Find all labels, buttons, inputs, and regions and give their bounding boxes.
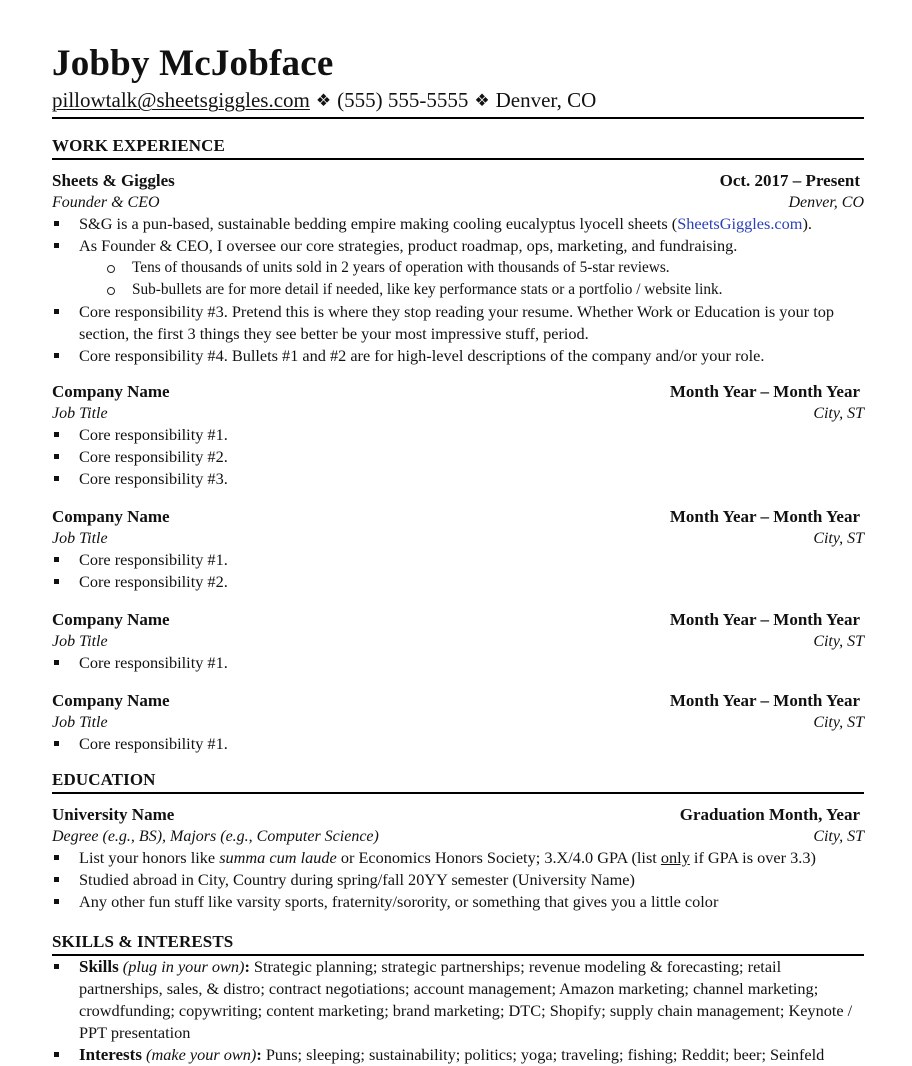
skills-item: Skills (plug in your own): Strategic planning; strategic partnerships; revenue modeling & forecasting; retail partnerships, sales, & distro; contract negotiations; account management; Amazon marketing; channel marketing; crowdfunding; copywriting; content marketing; brand marketing; DTC; Shopify; supply chain management; Keynote / PPT presentation	[52, 956, 864, 1044]
sub-bullet-list	[79, 257, 864, 301]
responsibility-item: Core responsibility #1.	[52, 652, 864, 674]
education-bullet-list	[52, 847, 864, 913]
education-bullet-item: Studied abroad in City, Country during spring/fall 20YY semester (University Name)	[52, 869, 864, 891]
responsibility-item: Core responsibility #2.	[52, 446, 864, 468]
education-bullet-item: Any other fun stuff like varsity sports, fraternity/sorority, or something that gives you a little color	[52, 891, 864, 913]
responsibility-item: Core responsibility #2.	[52, 571, 864, 593]
graduation-date: Graduation Month, Year	[679, 805, 860, 824]
work-entry	[52, 381, 864, 490]
resume-page	[52, 42, 864, 1066]
job-title: Job Title	[52, 714, 108, 731]
company-name: Company Name	[52, 507, 170, 526]
job-location: Denver, CO	[788, 194, 864, 211]
responsibility-item: S&G is a pun-based, sustainable bedding empire making cooling eucalyptus lyocell sheets (SheetsGiggles.com).	[52, 213, 864, 235]
degree: Degree (e.g., BS), Majors (e.g., Computer Science)	[52, 828, 379, 845]
candidate-name: Jobby McJobface	[52, 43, 334, 84]
education-entry	[52, 804, 864, 913]
work-entry	[52, 506, 864, 593]
job-title: Job Title	[52, 633, 108, 650]
skills-list	[52, 956, 864, 1066]
job-title: Job Title	[52, 405, 108, 422]
employment-dates: Month Year – Month Year	[669, 610, 860, 629]
job-location: City, ST	[813, 633, 864, 650]
job-location: City, ST	[813, 530, 864, 547]
university-name: University Name	[52, 805, 175, 824]
company-name: Company Name	[52, 691, 170, 710]
employment-dates: Month Year – Month Year	[669, 507, 860, 526]
section-title-education: EDUCATION	[52, 769, 864, 794]
responsibility-list	[52, 549, 864, 593]
sub-bullet-item: Tens of thousands of units sold in 2 years of operation with thousands of 5-star reviews.	[79, 257, 864, 279]
work-entry	[52, 170, 864, 367]
location: Denver, CO	[495, 88, 597, 112]
responsibility-item: Core responsibility #1.	[52, 733, 864, 755]
email-link[interactable]: pillowtalk@sheetsgiggles.com	[52, 88, 310, 112]
responsibility-item: Core responsibility #1.	[52, 549, 864, 571]
employment-dates: Month Year – Month Year	[669, 382, 860, 401]
responsibility-item: Core responsibility #4. Bullets #1 and #2 are for high-level descriptions of the company and/or your role.	[52, 345, 864, 367]
responsibility-item: As Founder & CEO, I oversee our core strategies, product roadmap, ops, marketing, and fundraising. Tens of thousands of units sold in 2 years of operation with thousands of 5-star reviews. Sub-bullets are for more detail if needed, like key performance stats or a portfolio / website link.	[52, 235, 864, 301]
sub-bullet-item: Sub-bullets are for more detail if needed, like key performance stats or a portfolio / website link.	[79, 279, 864, 301]
responsibility-list	[52, 733, 864, 755]
employment-dates: Oct. 2017 – Present	[719, 171, 860, 190]
responsibility-item: Core responsibility #1.	[52, 424, 864, 446]
diamond-separator-icon: ❖	[315, 91, 332, 110]
university-location: City, ST	[813, 828, 864, 845]
job-location: City, ST	[813, 405, 864, 422]
job-location: City, ST	[813, 714, 864, 731]
section-title-work-experience: WORK EXPERIENCE	[52, 135, 864, 160]
company-name: Sheets & Giggles	[52, 171, 175, 190]
phone-number: (555) 555-5555	[337, 88, 469, 112]
diamond-separator-icon: ❖	[474, 91, 490, 110]
education-bullet-item: List your honors like summa cum laude or Economics Honors Society; 3.X/4.0 GPA (list only if GPA is over 3.3)	[52, 847, 864, 869]
company-name: Company Name	[52, 382, 170, 401]
responsibility-list	[52, 213, 864, 367]
responsibility-list	[52, 652, 864, 674]
responsibility-item: Core responsibility #3. Pretend this is where they stop reading your resume. Whether Work or Education is your top section, the first 3 things they see better be your most impressive stuff, period.	[52, 301, 864, 345]
company-website-link[interactable]: SheetsGiggles.com	[677, 214, 803, 233]
responsibility-list	[52, 424, 864, 490]
work-entry	[52, 609, 864, 674]
work-entry	[52, 690, 864, 755]
contact-line	[52, 86, 864, 119]
job-title: Founder & CEO	[52, 194, 160, 211]
company-name: Company Name	[52, 610, 170, 629]
interests-item: Interests (make your own): Puns; sleeping; sustainability; politics; yoga; traveling; fishing; Reddit; beer; Seinfeld	[52, 1044, 864, 1066]
job-title: Job Title	[52, 530, 108, 547]
responsibility-item: Core responsibility #3.	[52, 468, 864, 490]
section-title-skills-interests: SKILLS & INTERESTS	[52, 931, 864, 956]
employment-dates: Month Year – Month Year	[669, 691, 860, 710]
